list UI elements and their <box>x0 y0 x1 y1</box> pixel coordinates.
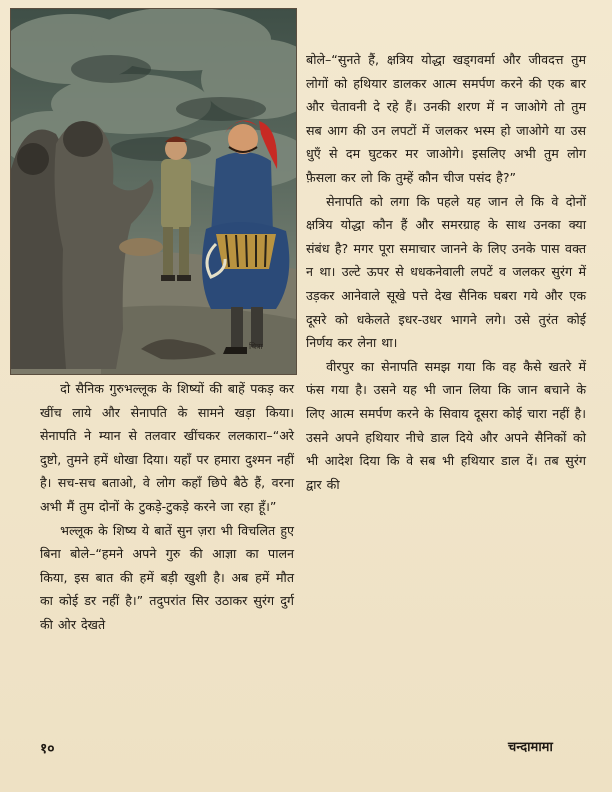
left-column <box>40 377 294 637</box>
paragraph: भल्लूक के शिष्य ये बातें सुन ज़रा भी विचलित हुए बिना बोले–“हमने अपने गुरु की आज्ञा का पालन किया, इस बात की हमें बड़ी खुशी है। अब हमें मौत का कोई डर नहीं है।” तदुपरांत सिर उठाकर सुरंग दुर्ग की ओर देखते <box>40 522 294 632</box>
paragraph: वीरपुर का सेनापति समझ गया कि वह कैसे खतरे में फंस गया है। उसने यह भी जान लिया कि जान बचाने के लिए आत्म समर्पण करने के सिवाय दूसरा कोई चारा नहीं है। उसने अपने हथियार नीचे डाल दिये और अपने सैनिकों को भी आदेश दिया कि वे सब भी हथियार डाल दें। तब सुरंग द्वार की <box>306 358 586 492</box>
paragraph: बोले–“सुनते हैं, क्षत्रिय योद्धा खड्गवर्मा और जीवदत्त तुम लोगों को हथियार डालकर आत्म समर्पण करने की एक बार और चेतावनी दे रहे हैं। उनकी शरण में न जाओगे तो तुम सब आग की उन लपटों में जलकर भस्म हो जाओगे या उस धुएँ से दम घुटकर मर जाओगे। इसलिए अभी तुम लोग फ़ैसला कर लो कि तुम्हें कौन चीज पसंद है?” <box>306 52 586 185</box>
story-illustration <box>10 8 297 375</box>
paragraph: सेनापति को लगा कि पहले यह जान ले कि वे दोनों क्षत्रिय योद्धा कौन हैं और समरग्राह के साथ उनका क्या संबंध है? मगर पूरा समाचार जानने के लिए उनके पास वक्त न था। उल्टे ऊपर से धधकनेवाली लपटें व जलकर सुरंग में उड़कर आनेवाले सूखे पत्ते देख सैनिक घबरा गये और एक दूसरे को धकेलते इधर-उधर भागने लगे। उसे तुरंत कोई निर्णय कर लेना था। <box>306 193 586 351</box>
right-column <box>306 48 586 496</box>
magazine-name: चन्दामामा <box>508 740 553 755</box>
paragraph: दो सैनिक गुरुभल्लूक के शिष्यों की बाहें पकड़ कर खींच लाये और सेनापति के सामने खड़ा किया। सेनापति ने म्यान से तलवार खींचकर ललकारा–“अरे दुष्टो, तुमने हमें धोखा दिया। यहाँ पर हमारा दुश्मन नहीं है। सच-सच बताओ, वे लोग कहाँ छिपे बैठे हैं, वरना अभी मैं तुम दोनों के टुकड़े-टुकड़े करने जा रहा हूँ।” <box>40 381 294 514</box>
illustration-drawing <box>11 9 296 374</box>
page-number: १० <box>40 741 55 757</box>
illustration-signature: चित्रा <box>249 342 263 351</box>
